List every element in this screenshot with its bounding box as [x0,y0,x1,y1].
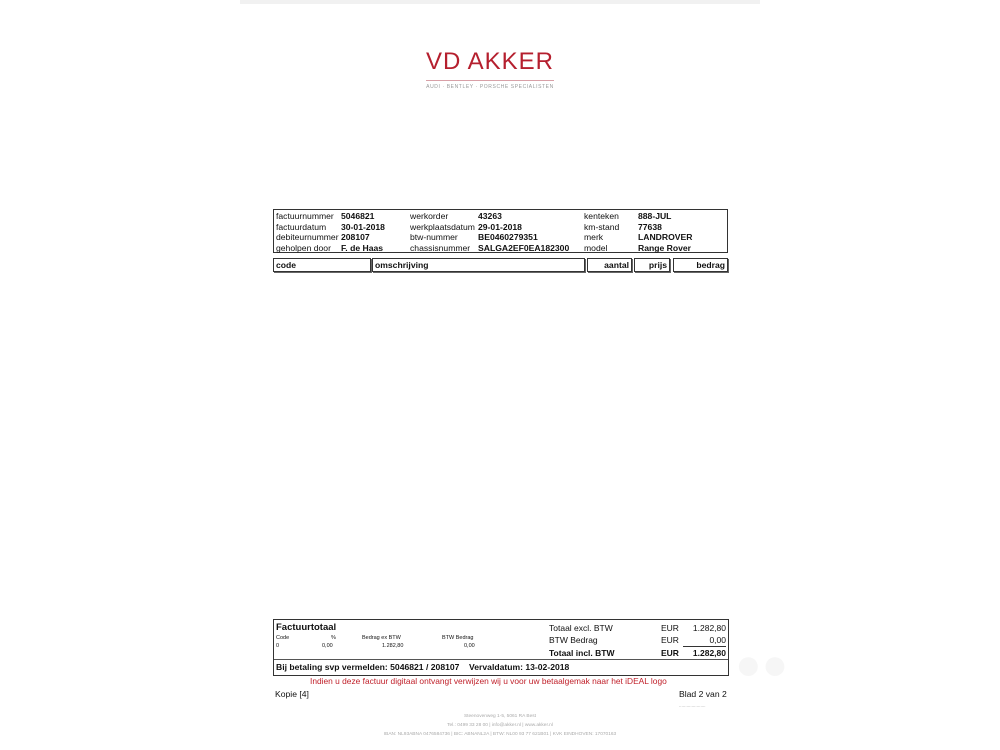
value-geholpen-door: F. de Haas [341,242,384,253]
ideal-notice: Indien u deze factuur digitaal ontvangt verwijzen wij u voor uw betaalgemak naar het iDEAL logo [310,676,667,686]
column-header-code: code [273,258,371,272]
value-werkorder: 43263 [478,211,502,221]
label-km-stand: km-stand [584,221,620,232]
top-band [240,0,760,4]
value-kenteken: 888-JUL [638,211,672,221]
value-btw-nummer: BE0460279351 [478,232,538,242]
value-chassisnummer: SALGA2EF0EA182300 [478,242,570,253]
label-model: model [584,242,608,253]
vat-header-percent: % [331,635,336,641]
value-debiteurnummer: 208107 [341,232,370,242]
vat-cell-amount: 0,00 [464,643,475,649]
footer-contact: Tel.: 0499 33 28 00 | info@akker.nl | www.akker.nl [447,723,553,728]
print-code: ····················· [679,705,706,709]
label-factuurdatum: factuurdatum [276,221,327,232]
vat-amount-value: 0,00 [709,635,726,645]
logo-tagline: AUDI · BENTLEY · PORSCHE SPECIALISTEN [426,84,554,90]
company-logo [420,48,560,90]
totals-separator [274,659,728,660]
footer-bank: IBAN: NL93ABNA 0476584736 | BIC: ABNANL2A | BTW: NL00 93 77 621B01 | KVK EINDHOVEN: 17070163 [383,732,617,737]
label-merk: merk [584,232,604,242]
vat-amount-currency: EUR [661,635,679,645]
total-excl-label: Totaal excl. BTW [549,623,613,633]
footer-address: Steenovenweg 1-5, 5061 RA Best [463,714,536,719]
value-merk: LANDROVER [638,232,693,242]
logo-wordmark: VD AKKER [425,48,555,75]
label-chassisnummer: chassisnummer [410,242,471,253]
total-incl-currency: EUR [661,648,679,658]
label-geholpen-door: geholpen door [276,242,331,253]
totals-box [273,619,729,676]
vat-header-code: Code [276,635,290,641]
value-factuurnummer: 5046821 [341,211,375,221]
column-header-bedrag: bedrag [673,258,728,272]
copy-label: Kopie [4] [275,689,309,699]
vat-header-base: Bedrag ex BTW [362,635,401,641]
label-kenteken: kenteken [584,211,619,221]
value-werkplaatsdatum: 29-01-2018 [478,221,522,232]
value-factuurdatum: 30-01-2018 [341,221,385,232]
payment-reference [276,662,569,672]
total-excl-currency: EUR [661,623,679,633]
label-werkplaatsdatum: werkplaatsdatum [410,221,475,232]
invoice-info-box [273,209,728,253]
value-model: Range Rover [638,242,692,253]
sum-rule [683,646,726,647]
column-header-aantal: aantal [587,258,632,272]
totals-title: Factuurtotaal [276,622,337,633]
label-btw-nummer: btw-nummer [410,232,458,242]
total-incl-label: Totaal incl. BTW [549,648,615,658]
column-header-prijs: prijs [634,258,670,272]
total-excl-amount: 1.282,80 [692,623,726,633]
vat-cell-percent: 0,00 [322,643,333,649]
vat-amount-label: BTW Bedrag [549,635,598,645]
label-factuurnummer: factuurnummer [276,211,334,221]
vat-cell-base: 1.282,80 [382,643,404,649]
value-km-stand: 77638 [638,221,662,232]
due-date: Vervaldatum: 13-02-2018 [469,662,570,672]
column-header-omschrijving: omschrijving [372,258,585,272]
label-debiteurnummer: debiteurnummer [276,232,339,242]
payment-reference-text: Bij betaling svp vermelden: 5046821 / 208107 [276,662,460,672]
label-werkorder: werkorder [410,211,449,221]
page-indicator: Blad 2 van 2 [679,689,727,699]
background-watermark [735,640,788,690]
total-incl-amount: 1.282,80 [692,648,726,658]
logo-rule [426,80,554,81]
vat-header-amount: BTW Bedrag [442,635,474,641]
vat-cell-code: 0 [276,643,280,649]
